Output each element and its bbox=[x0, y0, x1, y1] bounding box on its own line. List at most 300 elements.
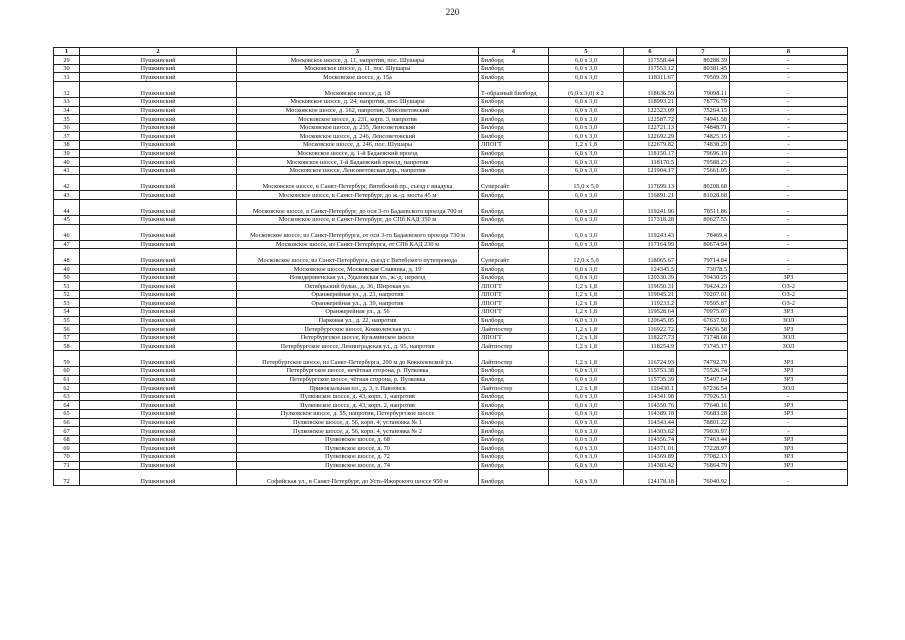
row-number-cell: 63 bbox=[54, 392, 80, 401]
district-cell: Пушкинский bbox=[80, 299, 237, 308]
x-coord-cell: 119528.64 bbox=[624, 308, 677, 317]
row-number-cell: 58 bbox=[54, 342, 80, 351]
address-cell: Петербургское шоссе, из Санкт-Петербурга, 200 м до Кокколевской ул. bbox=[237, 351, 479, 367]
x-coord-cell: 115735.39 bbox=[624, 375, 677, 384]
district-cell: Пушкинский bbox=[80, 410, 237, 419]
district-cell: Пушкинский bbox=[80, 56, 237, 65]
size-cell: 1,2 x 1,8 bbox=[549, 140, 624, 149]
y-coord-cell: 77463.44 bbox=[677, 435, 730, 444]
address-cell: Пулковское шоссе, д. 68 bbox=[237, 435, 479, 444]
zone-cell: - bbox=[730, 199, 848, 215]
size-cell: 6,0 x 3,0 bbox=[549, 367, 624, 376]
zone-cell: - bbox=[730, 64, 848, 73]
district-cell: Пушкинский bbox=[80, 444, 237, 453]
table-row bbox=[54, 325, 848, 334]
table-row bbox=[54, 166, 848, 175]
size-cell: 6,0 x 3,0 bbox=[549, 56, 624, 65]
district-cell: Пушкинский bbox=[80, 308, 237, 317]
district-cell: Пушкинский bbox=[80, 401, 237, 410]
row-number-cell: 52 bbox=[54, 290, 80, 299]
x-coord-cell: 120330.39 bbox=[624, 273, 677, 282]
district-cell: Пушкинский bbox=[80, 123, 237, 132]
size-cell: 6,0 x 3,0 bbox=[549, 418, 624, 427]
type-cell: Билборд bbox=[479, 444, 549, 453]
y-coord-cell: 75497.64 bbox=[677, 375, 730, 384]
size-cell: 1,2 x 1,8 bbox=[549, 342, 624, 351]
table-row bbox=[54, 392, 848, 401]
address-cell: Московское шоссе, д. 231, корп. 3, напротив bbox=[237, 115, 479, 124]
size-cell: 1,2 x 1,8 bbox=[549, 325, 624, 334]
x-coord-cell: 118150.17 bbox=[624, 149, 677, 158]
header-cell: 8 bbox=[730, 48, 848, 56]
type-cell: Билборд bbox=[479, 265, 549, 274]
row-number-cell: 40 bbox=[54, 158, 80, 167]
row-number-cell: 51 bbox=[54, 282, 80, 291]
size-cell: 6,0 x 3,0 bbox=[549, 115, 624, 124]
row-number-cell: 69 bbox=[54, 444, 80, 453]
type-cell: Билборд bbox=[479, 452, 549, 461]
x-coord-cell: 118636.59 bbox=[624, 81, 677, 97]
y-coord-cell: 81028.68 bbox=[677, 191, 730, 200]
y-coord-cell: 78511.86 bbox=[677, 199, 730, 215]
y-coord-cell: 75526.74 bbox=[677, 367, 730, 376]
size-cell: 6,0 x 3,0 bbox=[549, 215, 624, 224]
y-coord-cell: 74656.58 bbox=[677, 325, 730, 334]
zone-cell: - bbox=[730, 191, 848, 200]
y-coord-cell: 76683.28 bbox=[677, 410, 730, 419]
size-cell: 6,0 x 3,0 bbox=[549, 392, 624, 401]
type-cell: Билборд bbox=[479, 123, 549, 132]
x-coord-cell: 119045.21 bbox=[624, 290, 677, 299]
address-cell: Петербургское шоссе, Ленинградская ул., д. 95, напротив bbox=[237, 342, 479, 351]
table-row bbox=[54, 224, 848, 240]
type-cell: Билборд bbox=[479, 166, 549, 175]
type-cell: Билборд bbox=[479, 215, 549, 224]
row-number-cell: 35 bbox=[54, 115, 80, 124]
zone-cell: - bbox=[730, 392, 848, 401]
x-coord-cell: 119243.43 bbox=[624, 224, 677, 240]
row-number-cell: 61 bbox=[54, 375, 80, 384]
table-row bbox=[54, 410, 848, 419]
table-row bbox=[54, 106, 848, 115]
x-coord-cell: 115753.38 bbox=[624, 367, 677, 376]
x-coord-cell: 122587.72 bbox=[624, 115, 677, 124]
size-cell: 1,2 x 1,8 bbox=[549, 333, 624, 342]
table-row bbox=[54, 215, 848, 224]
type-cell: Билборд bbox=[479, 224, 549, 240]
type-cell: Билборд bbox=[479, 158, 549, 167]
type-cell: Билборд bbox=[479, 470, 549, 486]
placement-table bbox=[53, 47, 848, 486]
y-coord-cell: 74838.29 bbox=[677, 140, 730, 149]
address-cell: Московское шоссе, из Санкт-Петербурга, от оси 3-го Бадаевского проезда 730 м bbox=[237, 224, 479, 240]
type-cell: Билборд bbox=[479, 392, 549, 401]
zone-cell: - bbox=[730, 166, 848, 175]
district-cell: Пушкинский bbox=[80, 435, 237, 444]
district-cell: Пушкинский bbox=[80, 175, 237, 191]
row-number-cell: 68 bbox=[54, 435, 80, 444]
zone-cell: - bbox=[730, 418, 848, 427]
size-cell: 6,0 x 3,0 bbox=[549, 240, 624, 249]
table-row bbox=[54, 418, 848, 427]
row-number-cell: 49 bbox=[54, 265, 80, 274]
row-number-cell: 31 bbox=[54, 73, 80, 82]
table-row bbox=[54, 132, 848, 141]
x-coord-cell: 118311.67 bbox=[624, 73, 677, 82]
type-cell: Билборд bbox=[479, 316, 549, 325]
header-cell: 3 bbox=[237, 48, 479, 56]
address-cell: Привокзальная пл., д. 3, г. Павловск bbox=[237, 384, 479, 393]
address-cell: Московское шоссе, д. 246, Ленсоветовский bbox=[237, 132, 479, 141]
address-cell: Московское шоссе, д. 235, Ленсоветовский bbox=[237, 123, 479, 132]
district-cell: Пушкинский bbox=[80, 215, 237, 224]
y-coord-cell: 80381.45 bbox=[677, 64, 730, 73]
table-row bbox=[54, 351, 848, 367]
address-cell: Московское шоссе, д. 11, напротив, пос. Шушары bbox=[237, 56, 479, 65]
zone-cell: ЗРЗ bbox=[730, 452, 848, 461]
row-number-cell: 56 bbox=[54, 325, 80, 334]
row-number-cell: 39 bbox=[54, 149, 80, 158]
table-row bbox=[54, 452, 848, 461]
address-cell: Софийская ул., в Санкт-Петербург, до Усть-Ижорского шоссе 950 м bbox=[237, 470, 479, 486]
district-cell: Пушкинский bbox=[80, 249, 237, 265]
y-coord-cell: 79588.23 bbox=[677, 158, 730, 167]
address-cell: Московское шоссе, д. 162, напротив, Ленсоветовский bbox=[237, 106, 479, 115]
zone-cell: - bbox=[730, 115, 848, 124]
district-cell: Пушкинский bbox=[80, 132, 237, 141]
address-cell: Пулковское шоссе, д. 43, корп. 1, напротив bbox=[237, 392, 479, 401]
zone-cell: - bbox=[730, 140, 848, 149]
zone-cell: ОЗ-2 bbox=[730, 282, 848, 291]
zone-cell: ОЗ-2 bbox=[730, 299, 848, 308]
x-coord-cell: 121904.17 bbox=[624, 166, 677, 175]
y-coord-cell: 74792.79 bbox=[677, 351, 730, 367]
address-cell: Пулковское шоссе, д. 56, корп. 4, установка № 1 bbox=[237, 418, 479, 427]
size-cell: 6,0 x 3,0 bbox=[549, 199, 624, 215]
district-cell: Пушкинский bbox=[80, 115, 237, 124]
x-coord-cell: 116724.93 bbox=[624, 351, 677, 367]
x-coord-cell: 120645.05 bbox=[624, 316, 677, 325]
header-cell: 4 bbox=[479, 48, 549, 56]
x-coord-cell: 122323.09 bbox=[624, 106, 677, 115]
size-cell: 6,0 x 3,0 bbox=[549, 106, 624, 115]
district-cell: Пушкинский bbox=[80, 342, 237, 351]
address-cell: Октябрьский бульв., д. 36, Широкая ул. bbox=[237, 282, 479, 291]
y-coord-cell: 80627.55 bbox=[677, 215, 730, 224]
zone-cell: - bbox=[730, 427, 848, 436]
header-cell: 2 bbox=[80, 48, 237, 56]
x-coord-cell: 114389.18 bbox=[624, 410, 677, 419]
header-cell: 6 bbox=[624, 48, 677, 56]
size-cell: 6,0 x 3,0 bbox=[549, 132, 624, 141]
size-cell: 6,0 x 3,0 bbox=[549, 375, 624, 384]
row-number-cell: 65 bbox=[54, 410, 80, 419]
type-cell: Т-образный билборд bbox=[479, 81, 549, 97]
x-coord-cell: 118065.67 bbox=[624, 249, 677, 265]
table-body bbox=[54, 56, 848, 486]
district-cell: Пушкинский bbox=[80, 273, 237, 282]
size-cell: 1,2 x 1,8 bbox=[549, 299, 624, 308]
zone-cell: - bbox=[730, 470, 848, 486]
y-coord-cell: 80674.94 bbox=[677, 240, 730, 249]
type-cell: Билборд bbox=[479, 56, 549, 65]
table-row bbox=[54, 384, 848, 393]
table-row bbox=[54, 342, 848, 351]
size-cell: 1,2 x 1,8 bbox=[549, 290, 624, 299]
size-cell: 1,2 x 1,8 bbox=[549, 308, 624, 317]
type-cell: Билборд bbox=[479, 375, 549, 384]
table-row bbox=[54, 265, 848, 274]
type-cell: Билборд bbox=[479, 191, 549, 200]
y-coord-cell: 80208.68 bbox=[677, 175, 730, 191]
y-coord-cell: 73078.5 bbox=[677, 265, 730, 274]
size-cell: 1,2 x 1,8 bbox=[549, 384, 624, 393]
zone-cell: ЗРЗ bbox=[730, 351, 848, 367]
size-cell: 6,0 x 3,0 bbox=[549, 427, 624, 436]
district-cell: Пушкинский bbox=[80, 64, 237, 73]
district-cell: Пушкинский bbox=[80, 199, 237, 215]
y-coord-cell: 77082.13 bbox=[677, 452, 730, 461]
zone-cell: - bbox=[730, 215, 848, 224]
row-number-cell: 53 bbox=[54, 299, 80, 308]
y-coord-cell: 67236.54 bbox=[677, 384, 730, 393]
address-cell: Петербургское шоссе, Кокколевская ул. bbox=[237, 325, 479, 334]
district-cell: Пушкинский bbox=[80, 427, 237, 436]
address-cell: Московское шоссе, д. 246, пос. Шушары bbox=[237, 140, 479, 149]
y-coord-cell: 70207.01 bbox=[677, 290, 730, 299]
type-cell: ЛПОГТ bbox=[479, 308, 549, 317]
x-coord-cell: 117558.44 bbox=[624, 56, 677, 65]
table-row bbox=[54, 199, 848, 215]
row-number-cell: 32 bbox=[54, 81, 80, 97]
district-cell: Пушкинский bbox=[80, 97, 237, 106]
zone-cell: ЗОЛ bbox=[730, 316, 848, 325]
zone-cell: ЗРЗ bbox=[730, 401, 848, 410]
row-number-cell: 45 bbox=[54, 215, 80, 224]
table-row bbox=[54, 64, 848, 73]
district-cell: Пушкинский bbox=[80, 265, 237, 274]
page-number: 220 bbox=[445, 7, 460, 17]
zone-cell: ЗРЗ bbox=[730, 435, 848, 444]
district-cell: Пушкинский bbox=[80, 73, 237, 82]
x-coord-cell: 117164.99 bbox=[624, 240, 677, 249]
address-cell: Московское шоссе, в Санкт-Петербург, Витебский пр., съезд с виадука bbox=[237, 175, 479, 191]
zone-cell: ЗРЗ bbox=[730, 273, 848, 282]
row-number-cell: 43 bbox=[54, 191, 80, 200]
row-number-cell: 55 bbox=[54, 316, 80, 325]
x-coord-cell: 119241.96 bbox=[624, 199, 677, 215]
y-coord-cell: 78801.22 bbox=[677, 418, 730, 427]
x-coord-cell: 117318.28 bbox=[624, 215, 677, 224]
table-row bbox=[54, 375, 848, 384]
header-cell: 1 bbox=[54, 48, 80, 56]
x-coord-cell: 116922.72 bbox=[624, 325, 677, 334]
district-cell: Пушкинский bbox=[80, 418, 237, 427]
row-number-cell: 50 bbox=[54, 273, 80, 282]
type-cell: ЛПОГТ bbox=[479, 282, 549, 291]
zone-cell: ЗРЗ bbox=[730, 375, 848, 384]
y-coord-cell: 70424.23 bbox=[677, 282, 730, 291]
x-coord-cell: 119650.31 bbox=[624, 282, 677, 291]
y-coord-cell: 77228.97 bbox=[677, 444, 730, 453]
size-cell: 6,0 x 3,0 bbox=[549, 461, 624, 470]
row-number-cell: 60 bbox=[54, 367, 80, 376]
district-cell: Пушкинский bbox=[80, 333, 237, 342]
zone-cell: - bbox=[730, 158, 848, 167]
x-coord-cell: 116891.21 bbox=[624, 191, 677, 200]
district-cell: Пушкинский bbox=[80, 149, 237, 158]
x-coord-cell: 122721.13 bbox=[624, 123, 677, 132]
table-row bbox=[54, 175, 848, 191]
district-cell: Пушкинский bbox=[80, 166, 237, 175]
table-row bbox=[54, 273, 848, 282]
address-cell: Московское шоссе, в Санкт-Петербург, до СПб КАД 350 м bbox=[237, 215, 479, 224]
size-cell: 6,0 x 3,0 bbox=[549, 265, 624, 274]
table-row bbox=[54, 444, 848, 453]
address-cell: Московское шоссе, Ленсоветовская дор., напротив bbox=[237, 166, 479, 175]
size-cell: 6,0 x 3,0 bbox=[549, 149, 624, 158]
table-row bbox=[54, 290, 848, 299]
zone-cell: - bbox=[730, 149, 848, 158]
x-coord-cell: 124178.18 bbox=[624, 470, 677, 486]
zone-cell: - bbox=[730, 175, 848, 191]
address-cell: Петербургское шоссе, нечётная сторона, р. Пулковка bbox=[237, 367, 479, 376]
district-cell: Пушкинский bbox=[80, 224, 237, 240]
size-cell: 6,0 x 3,0 bbox=[549, 273, 624, 282]
zone-cell: ЗРЗ bbox=[730, 410, 848, 419]
type-cell: ЛПОГТ bbox=[479, 140, 549, 149]
y-coord-cell: 77640.16 bbox=[677, 401, 730, 410]
address-cell: Московское шоссе, из Санкт-Петербурга, съезд с Витебского путепровода bbox=[237, 249, 479, 265]
address-cell: Московское шоссе, в Санкт-Петербург, до ж.-д. моста 45 м bbox=[237, 191, 479, 200]
row-number-cell: 30 bbox=[54, 64, 80, 73]
x-coord-cell: 117699.13 bbox=[624, 175, 677, 191]
table-row bbox=[54, 435, 848, 444]
x-coord-cell: 114356.74 bbox=[624, 435, 677, 444]
row-number-cell: 36 bbox=[54, 123, 80, 132]
address-cell: Пулковское шоссе, д. 55, напротив, Петербургское шоссе bbox=[237, 410, 479, 419]
table-row bbox=[54, 427, 848, 436]
x-coord-cell: 120430.1 bbox=[624, 384, 677, 393]
x-coord-cell: 118227.73 bbox=[624, 333, 677, 342]
zone-cell: - bbox=[730, 132, 848, 141]
x-coord-cell: 114350.76 bbox=[624, 401, 677, 410]
type-cell: Билборд bbox=[479, 64, 549, 73]
table-row bbox=[54, 308, 848, 317]
type-cell: Билборд bbox=[479, 427, 549, 436]
zone-cell: ЗРЗ bbox=[730, 325, 848, 334]
district-cell: Пушкинский bbox=[80, 461, 237, 470]
zone-cell: - bbox=[730, 249, 848, 265]
zone-cell: ЗРЗ bbox=[730, 444, 848, 453]
table-row bbox=[54, 149, 848, 158]
size-cell: (6,0 x 3,0) x 2 bbox=[549, 81, 624, 97]
header-row bbox=[54, 48, 848, 56]
address-cell: Московское шоссе, 1-й Бадаевский проезд, напротив bbox=[237, 158, 479, 167]
x-coord-cell: 114343.44 bbox=[624, 418, 677, 427]
zone-cell: - bbox=[730, 81, 848, 97]
zone-cell: ЗОЛ bbox=[730, 342, 848, 351]
y-coord-cell: 70505.87 bbox=[677, 299, 730, 308]
zone-cell: - bbox=[730, 265, 848, 274]
address-cell: Петербургское шоссе, Кузьминское шоссе bbox=[237, 333, 479, 342]
type-cell: Билборд bbox=[479, 149, 549, 158]
row-number-cell: 33 bbox=[54, 97, 80, 106]
size-cell: 1,2 x 1,8 bbox=[549, 351, 624, 367]
table-row bbox=[54, 249, 848, 265]
district-cell: Пушкинский bbox=[80, 384, 237, 393]
address-cell: Парковая ул., д. 22, напротив bbox=[237, 316, 479, 325]
type-cell: Билборд bbox=[479, 240, 549, 249]
y-coord-cell: 74825.15 bbox=[677, 132, 730, 141]
type-cell: Билборд bbox=[479, 106, 549, 115]
table-row bbox=[54, 97, 848, 106]
size-cell: 6,0 x 3,0 bbox=[549, 191, 624, 200]
x-coord-cell: 114371.01 bbox=[624, 444, 677, 453]
zone-cell: - bbox=[730, 224, 848, 240]
y-coord-cell: 71748.68 bbox=[677, 333, 730, 342]
y-coord-cell: 75661.05 bbox=[677, 166, 730, 175]
district-cell: Пушкинский bbox=[80, 392, 237, 401]
header-cell: 5 bbox=[549, 48, 624, 56]
address-cell: Московское шоссе, д. 1-й Бадаевский проезд bbox=[237, 149, 479, 158]
y-coord-cell: 75264.15 bbox=[677, 106, 730, 115]
size-cell: 6,0 x 3,0 bbox=[549, 316, 624, 325]
y-coord-cell: 79714.84 bbox=[677, 249, 730, 265]
table-row bbox=[54, 158, 848, 167]
y-coord-cell: 74941.58 bbox=[677, 115, 730, 124]
size-cell: 6,0 x 3,0 bbox=[549, 166, 624, 175]
row-number-cell: 38 bbox=[54, 140, 80, 149]
type-cell: Суперсайт bbox=[479, 249, 549, 265]
header-cell: 7 bbox=[677, 48, 730, 56]
y-coord-cell: 80288.39 bbox=[677, 56, 730, 65]
zone-cell: - bbox=[730, 106, 848, 115]
address-cell: Московское шоссе, д. 15а bbox=[237, 73, 479, 82]
type-cell: Билборд bbox=[479, 418, 549, 427]
row-number-cell: 44 bbox=[54, 199, 80, 215]
type-cell: Билборд bbox=[479, 132, 549, 141]
x-coord-cell: 118993.21 bbox=[624, 97, 677, 106]
y-coord-cell: 79509.39 bbox=[677, 73, 730, 82]
row-number-cell: 71 bbox=[54, 461, 80, 470]
y-coord-cell: 79036.97 bbox=[677, 427, 730, 436]
x-coord-cell: 114303.62 bbox=[624, 427, 677, 436]
district-cell: Пушкинский bbox=[80, 452, 237, 461]
zone-cell: - bbox=[730, 240, 848, 249]
type-cell: ЛПОГТ bbox=[479, 333, 549, 342]
row-number-cell: 64 bbox=[54, 401, 80, 410]
zone-cell: - bbox=[730, 97, 848, 106]
district-cell: Пушкинский bbox=[80, 140, 237, 149]
zone-cell: - bbox=[730, 123, 848, 132]
size-cell: 6,0 x 3,0 bbox=[549, 470, 624, 486]
address-cell: Пулковское шоссе, д. 43, корп. 2, напротив bbox=[237, 401, 479, 410]
type-cell: Билборд bbox=[479, 367, 549, 376]
y-coord-cell: 71745.17 bbox=[677, 342, 730, 351]
table-row bbox=[54, 115, 848, 124]
size-cell: 6,0 x 3,0 bbox=[549, 435, 624, 444]
type-cell: Билборд bbox=[479, 199, 549, 215]
x-coord-cell: 117553.12 bbox=[624, 64, 677, 73]
y-coord-cell: 79098.11 bbox=[677, 81, 730, 97]
zone-cell: ЗОЛ bbox=[730, 333, 848, 342]
size-cell: 6,0 x 3,0 bbox=[549, 73, 624, 82]
size-cell: 6,0 x 3,0 bbox=[549, 97, 624, 106]
row-number-cell: 47 bbox=[54, 240, 80, 249]
size-cell: 6,0 x 3,0 bbox=[549, 444, 624, 453]
district-cell: Пушкинский bbox=[80, 325, 237, 334]
